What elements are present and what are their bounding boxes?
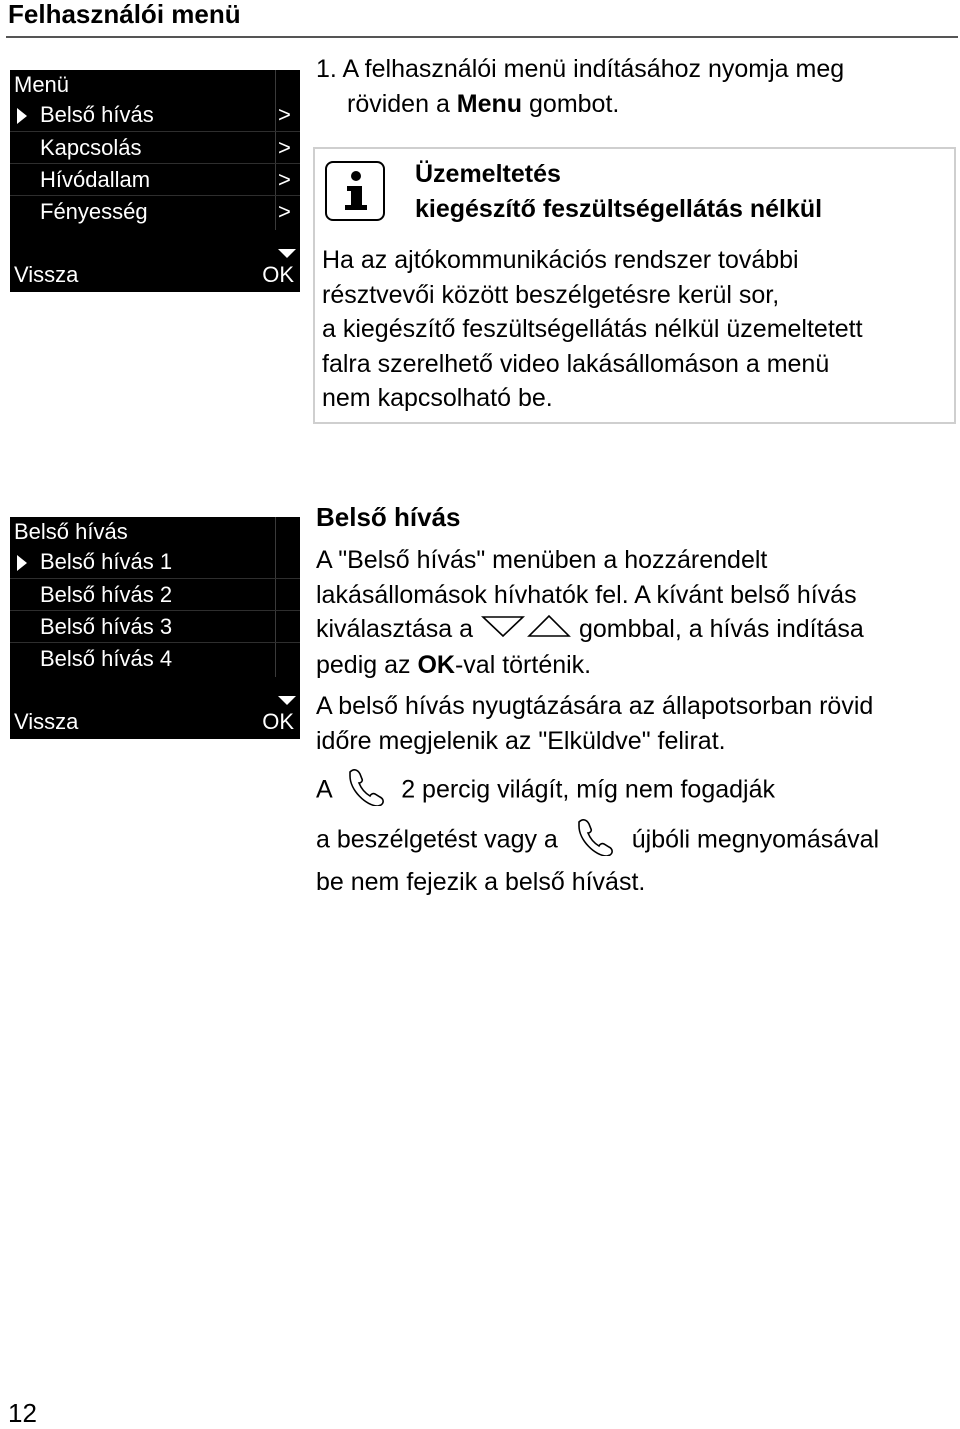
menu-button-name: Menu [456,89,523,118]
selection-arrow-icon [17,555,27,571]
ok-button-name: OK [417,651,455,680]
handset-icon [344,766,388,816]
menu-item-belso-hivas-4[interactable] [10,642,300,675]
submenu-chevron-icon: > [278,135,291,160]
menu-item-label: Belső hívás [40,102,154,127]
back-softkey[interactable]: Vissza [14,709,79,734]
paragraph-line: lakásállomások hívhatók fel. A kívánt belső hívás [316,580,857,609]
submenu-chevron-icon: > [278,167,291,192]
info-body-line: résztvevői között beszélgetésre kerül sor, [322,280,780,309]
selection-arrow-icon [17,108,27,124]
paragraph-line [316,648,864,683]
scroll-down-icon [278,249,296,258]
menu-item-belso-hivas[interactable] [10,99,300,131]
ok-softkey[interactable]: OK [262,709,294,734]
step-line-2: röviden a [347,89,457,118]
page-header [6,0,958,38]
submenu-chevron-icon: > [278,102,291,127]
paragraph-line [316,612,864,648]
menu-item-label: Belső hívás 4 [40,646,173,671]
info-body-line: falra szerelhető video lakásállomáson a menü [322,349,830,378]
menu-item-label: Belső hívás 2 [40,582,173,607]
handset-icon [573,816,617,866]
info-body-line: a kiegészítő feszültségellátás nélkül üzemeltetett [322,315,863,344]
info-heading [415,157,822,227]
info-body [322,243,863,416]
section-title: Belső hívás [316,502,461,532]
menu-item-label: Hívódallam [40,167,151,192]
menu-item-belso-hivas-1[interactable] [10,546,300,578]
paragraph-line [316,766,879,816]
page-number: 12 [8,1398,37,1428]
section-paragraph-3 [316,766,879,900]
screen-title: Menü [14,72,70,97]
step-1 [316,52,844,121]
info-heading-line-1: Üzemeltetés [415,160,561,188]
text-span: újbóli megnyomásával [631,824,880,853]
text-span: a beszélgetést vagy a [316,824,558,853]
info-body-line: Ha az ajtókommunikációs rendszer további [322,246,799,274]
paragraph-line: időre megjelenik az "Elküldve" felirat. [316,726,726,755]
info-icon [325,161,385,221]
screen-title: Belső hívás [14,519,128,544]
text-span: A [316,775,332,804]
info-body-line: nem kapcsolható be. [322,384,553,413]
step-number: 1. [316,55,337,83]
device-screen-internal-call [10,517,300,739]
triangle-down-icon [480,613,526,649]
device-screen-main-menu [10,70,300,292]
menu-item-kapcsolas[interactable] [10,131,300,164]
text-span: -val történik. [454,651,592,680]
text-span: gombbal, a hívás indítása [578,615,864,643]
section-paragraph-1 [316,543,864,683]
text-span: pedig az [316,651,418,680]
step-line-2-end: gombot. [522,89,620,118]
menu-item-label: Kapcsolás [40,135,142,160]
step-line-1: A felhasználói menü indításához nyomja meg [342,55,845,83]
paragraph-line: A belső hívás nyugtázására az állapotsorban rövid [316,692,874,720]
submenu-chevron-icon: > [278,199,291,224]
paragraph-line: A "Belső hívás" menüben a hozzárendelt [316,546,768,574]
menu-item-hivodallam[interactable] [10,163,300,196]
info-box [313,147,956,424]
paragraph-line: be nem fejezik a belső hívást. [316,868,646,896]
menu-item-label: Fényesség [40,199,148,224]
paragraph-line [316,816,879,866]
section-paragraph-2 [316,689,873,758]
menu-item-belso-hivas-3[interactable] [10,610,300,643]
menu-item-label: Belső hívás 1 [40,549,173,574]
triangle-up-icon [526,613,572,649]
menu-item-belso-hivas-2[interactable] [10,578,300,611]
text-span: 2 percig világít, míg nem fogadják [401,775,776,804]
info-heading-line-2: kiegészítő feszültségellátás nélkül [415,195,823,223]
menu-item-label: Belső hívás 3 [40,614,173,639]
back-softkey[interactable]: Vissza [14,262,79,287]
scroll-down-icon [278,696,296,705]
text-span: kiválasztása a [316,615,474,643]
menu-item-fenyesseg[interactable] [10,195,300,228]
ok-softkey[interactable]: OK [262,262,294,287]
page-title: Felhasználói menü [8,0,241,29]
